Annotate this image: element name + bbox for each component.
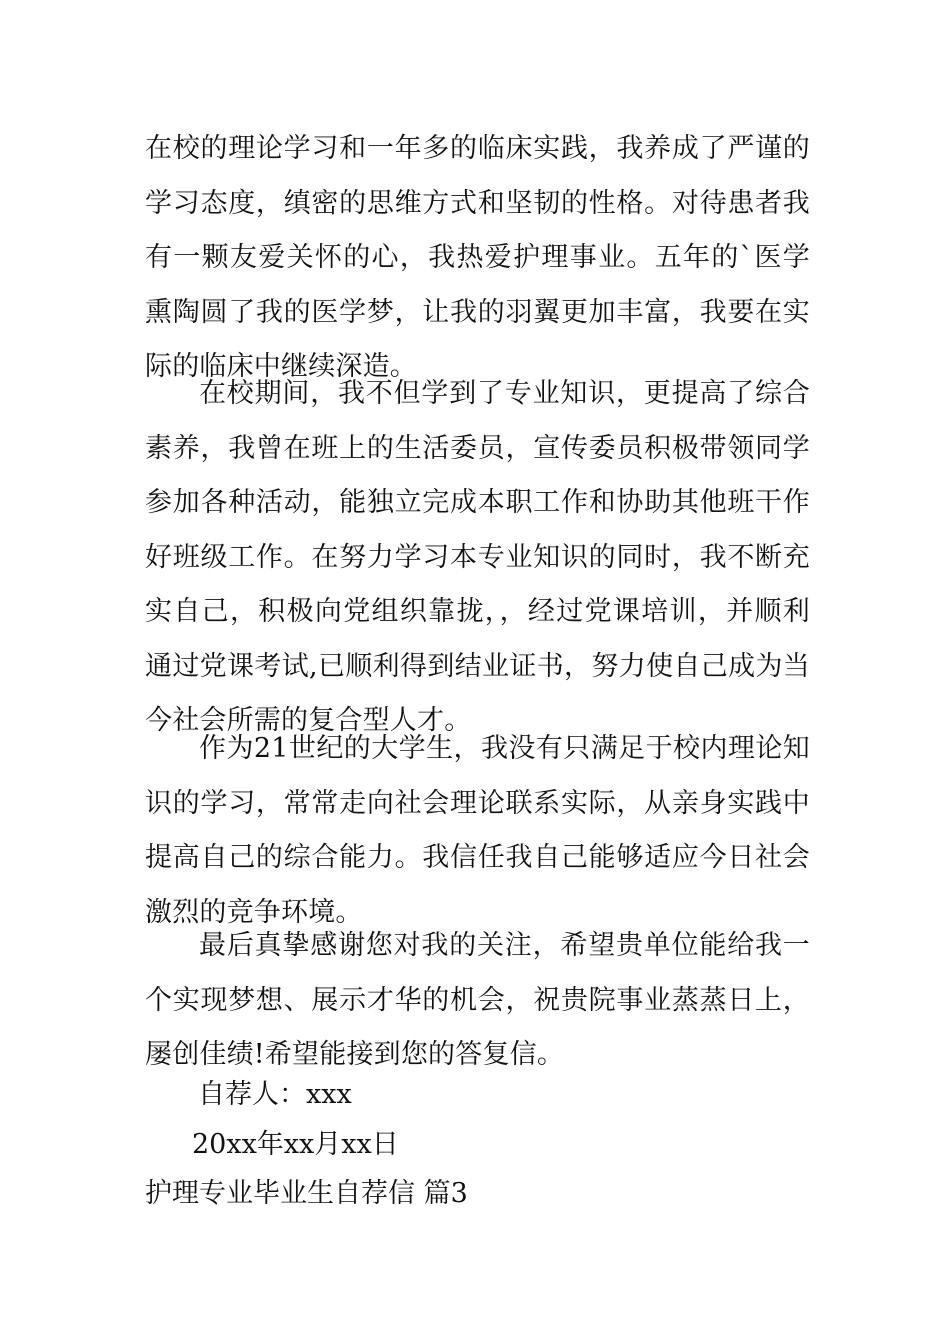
paragraph-2: 在校期间，我不但学到了专业知识，更提高了综合素养，我曾在班上的生活委员，宣传委员积极带领同学参加各种活动，能独立完成本职工作和协助其他班干作好班级工作。在努力学习本专业知识的同时，我不断充实自己，积极向党组织靠拢，，经过党课培训，并顺利通过党课考试,已顺利得到结业证书，努力使自己成为当今社会所需的复合型人才。 <box>145 378 810 736</box>
signer-line: 自荐人：xxx <box>198 1079 352 1110</box>
paragraph-3: 作为21世纪的大学生，我没有只满足于校内理论知识的学习，常常走向社会理论联系实际，从亲身实践中提高自己的综合能力。我信任我自己能够适应今日社会激烈的竞争环境。 <box>145 733 810 928</box>
paragraph-1: 在校的理论学习和一年多的临床实践，我养成了严谨的学习态度，缜密的思维方式和坚韧的性格。对待患者我有一颗友爱关怀的心，我热爱护理事业。五年的`医学熏陶圆了我的医学梦，让我的羽翼更加丰富，我要在实际的临床中继续深造。 <box>145 133 810 382</box>
paragraph-4: 最后真挚感谢您对我的关注，希望贵单位能给我一个实现梦想、展示才华的机会，祝贵院事业蒸蒸日上，屡创佳绩!希望能接到您的答复信。 <box>145 930 810 1070</box>
next-section-title: 护理专业毕业生自荐信 篇3 <box>145 1178 468 1209</box>
date-line: 20xx年xx月xx日 <box>192 1129 399 1160</box>
